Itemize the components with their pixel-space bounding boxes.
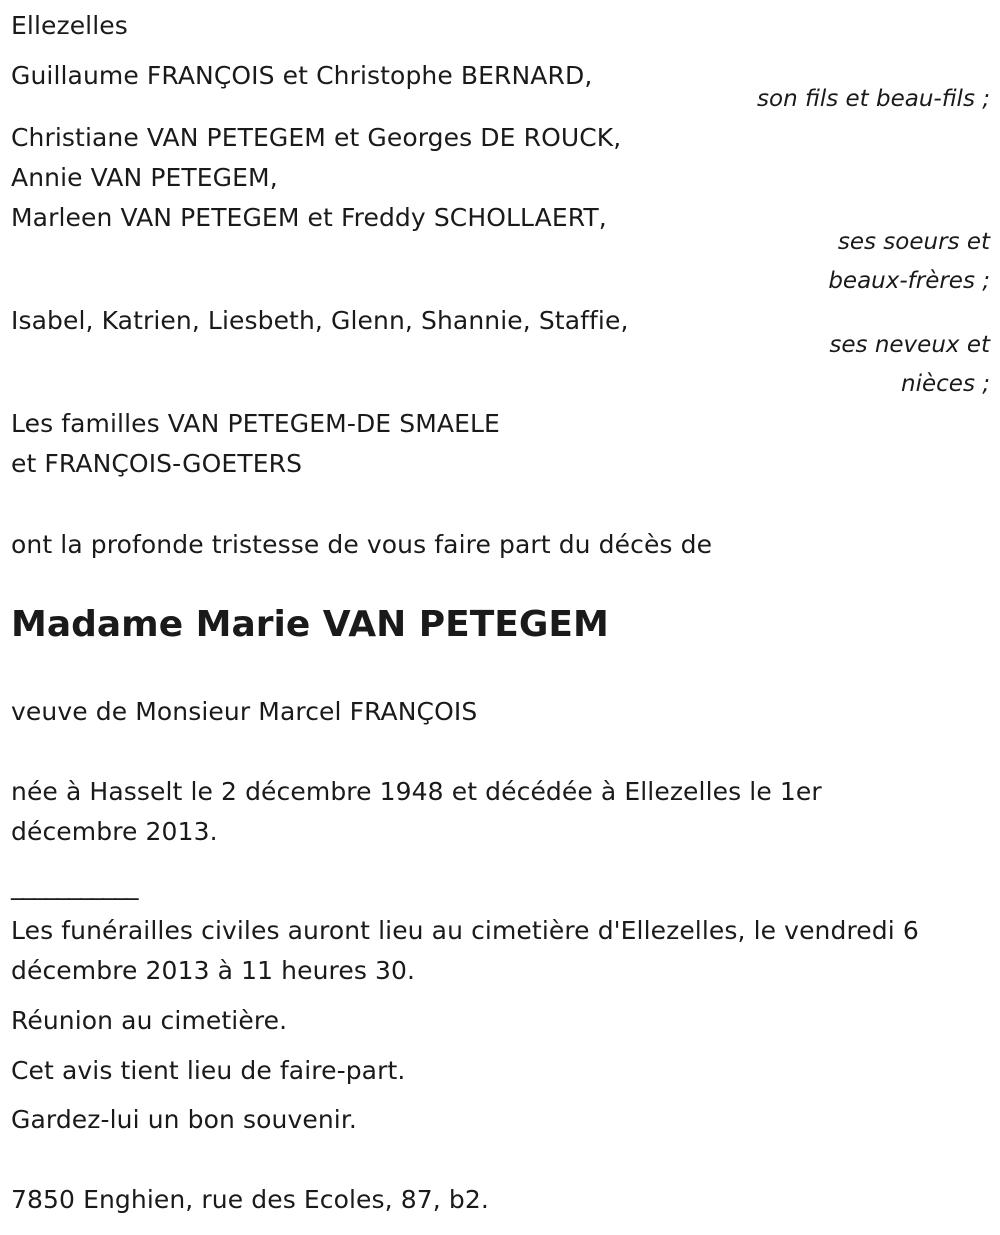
siblings-relation-line-2: beaux-frères ; bbox=[828, 268, 990, 294]
funeral-line-2: décembre 2013 à 11 heures 30. bbox=[11, 956, 416, 985]
son-names: Guillaume FRANÇOIS et Christophe BERNARD, bbox=[11, 61, 593, 90]
son-relation: son fils et beau-fils ; bbox=[757, 86, 990, 112]
notice-line: Cet avis tient lieu de faire-part. bbox=[11, 1056, 406, 1085]
siblings-relation-line-1: ses soeurs et bbox=[837, 229, 990, 255]
sibling-line-2: Annie VAN PETEGEM, bbox=[11, 163, 278, 192]
families-line-1: Les familles VAN PETEGEM-DE SMAELE bbox=[11, 409, 500, 438]
meeting-line: Réunion au cimetière. bbox=[11, 1006, 288, 1035]
deceased-name: Madame Marie VAN PETEGEM bbox=[11, 604, 609, 645]
announcement-text: ont la profonde tristesse de vous faire part du décès de bbox=[11, 530, 713, 559]
nephews-names: Isabel, Katrien, Liesbeth, Glenn, Shannie, Staffie, bbox=[11, 306, 629, 335]
families-line-2: et FRANÇOIS-GOETERS bbox=[11, 449, 303, 478]
funeral-line-1: Les funérailles civiles auront lieu au cimetière d'Ellezelles, le vendredi 6 bbox=[11, 916, 919, 945]
city-line: Ellezelles bbox=[11, 11, 128, 40]
remember-line: Gardez-lui un bon souvenir. bbox=[11, 1105, 357, 1134]
nephews-relation-line-2: nièces ; bbox=[901, 371, 990, 397]
sibling-line-3: Marleen VAN PETEGEM et Freddy SCHOLLAERT, bbox=[11, 203, 607, 232]
widow-of-line: veuve de Monsieur Marcel FRANÇOIS bbox=[11, 697, 478, 726]
birth-death-line-2: décembre 2013. bbox=[11, 817, 218, 846]
separator-line: ___________ bbox=[11, 871, 138, 900]
sibling-line-1: Christiane VAN PETEGEM et Georges DE ROUCK, bbox=[11, 123, 622, 152]
address-line: 7850 Enghien, rue des Ecoles, 87, b2. bbox=[11, 1185, 489, 1214]
birth-death-line-1: née à Hasselt le 2 décembre 1948 et décédée à Ellezelles le 1er bbox=[11, 777, 822, 806]
nephews-relation-line-1: ses neveux et bbox=[829, 332, 990, 358]
